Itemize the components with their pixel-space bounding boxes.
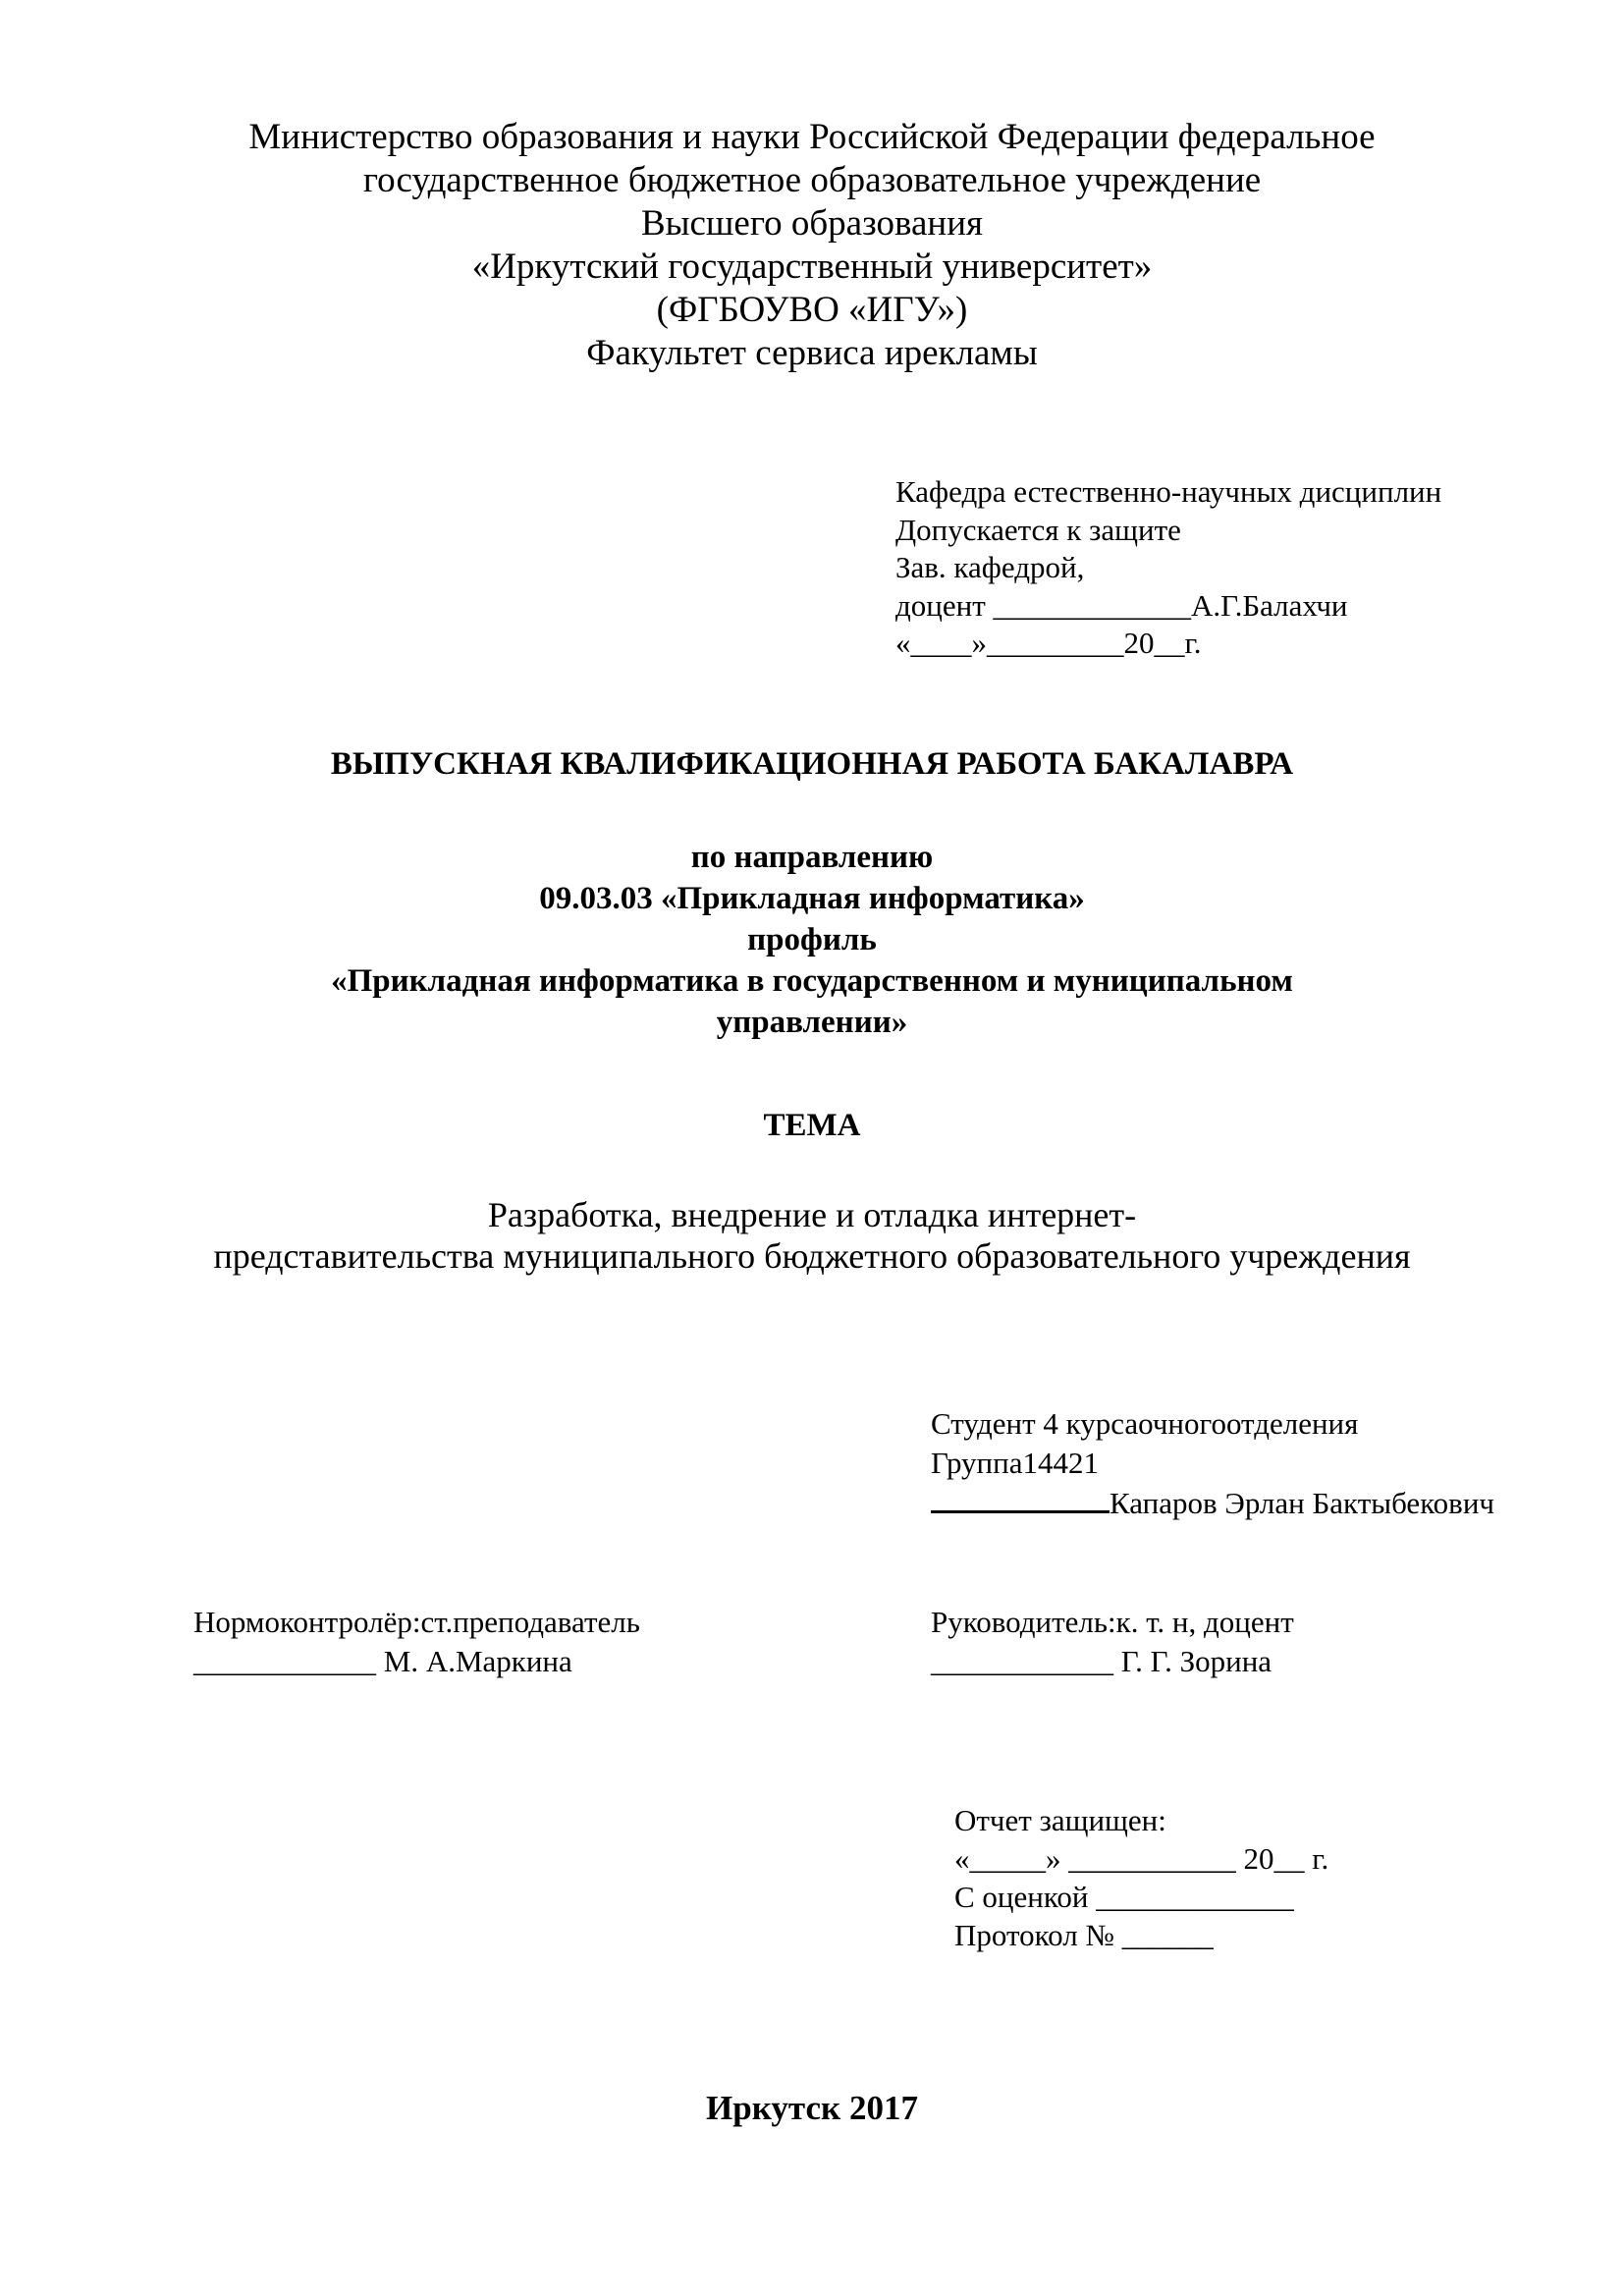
header-line-ministry: Министерство образования и науки Российской Федерации федеральное [248,117,1376,157]
student-course: Студент 4 курсаочногоотделения [931,1406,1359,1441]
defense-status: Отчет защищен: [954,1803,1166,1837]
work-title: ВЫПУСКНАЯ КВАЛИФИКАЦИОННАЯ РАБОТА БАКАЛАВРА [330,746,1294,782]
direction-block [0,837,1624,1043]
supervisor-role: Руководитель:к. т. н, доцент [931,1605,1294,1639]
theme-line-2: представительства муниципального бюджетного образовательного учреждения [213,1236,1411,1276]
header-line-university: «Иркутский государственный университет» [471,246,1153,287]
header-line-institution-type: государственное бюджетное образовательное учреждение [362,160,1262,200]
defense-grade: С оценкой _____________ [954,1880,1294,1914]
department-head-title: Зав. кафедрой, [895,550,1085,584]
theme-label: ТЕМА [763,1108,861,1143]
city-year: Иркутск 2017 [706,2089,918,2127]
signature-underline [931,1483,1110,1513]
defense-date: «_____» ___________ 20__ г. [954,1841,1329,1876]
approval-block [895,473,1441,663]
student-name: Капаров Эрлан Бактыбекович [1110,1486,1494,1520]
student-signature-line [931,1483,1494,1523]
normocontrol-signature: ____________ М. А.Маркина [193,1644,572,1678]
theme-text [0,1194,1624,1277]
theme-line-1: Разработка, внедрение и отладка интернет- [487,1195,1137,1234]
direction-label: по направлению [690,840,934,875]
department-name: Кафедра естественно-научных дисциплин [895,474,1442,509]
institution-header [0,116,1624,375]
profile-label: профиль [747,922,877,957]
header-line-education-level: Высшего образования [640,203,984,244]
defense-protocol: Протокол № ______ [954,1918,1214,1952]
student-block [931,1404,1494,1523]
header-line-abbreviation: (ФГБОУВО «ИГУ») [656,290,968,330]
direction-code: 09.03.03 «Прикладная информатика» [539,881,1085,916]
profile-name-line-2: управлении» [716,1005,908,1040]
defense-block [954,1801,1328,1954]
approval-date: «____»_________20__г. [895,626,1202,660]
profile-name-line-1: «Прикладная информатика в государственном и муниципальном [331,963,1293,999]
supervisor-signature: ____________ Г. Г. Зорина [931,1644,1272,1678]
department-head-signature: доцент _____________А.Г.Балахчи [895,587,1348,623]
supervisor-block [931,1603,1294,1681]
normocontrol-role: Нормоконтролёр:ст.преподаватель [193,1605,640,1639]
student-group: Группа14421 [931,1446,1099,1480]
normocontrol-block [193,1603,640,1681]
admission-note: Допускается к защите [895,512,1181,547]
header-line-faculty: Факультет сервиса ирекламы [586,333,1038,373]
